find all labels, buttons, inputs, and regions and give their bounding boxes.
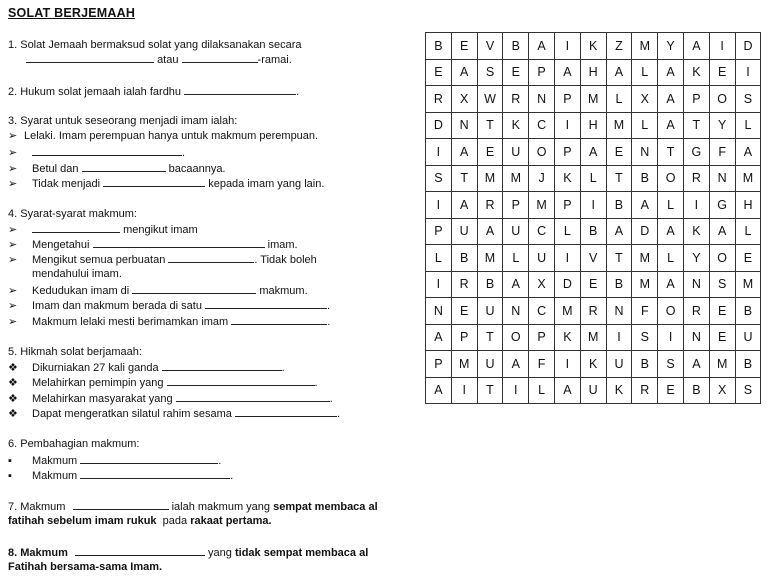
grid-cell[interactable]: U: [451, 218, 477, 245]
grid-cell[interactable]: P: [554, 192, 580, 219]
grid-cell[interactable]: S: [735, 86, 761, 113]
grid-cell[interactable]: A: [580, 139, 606, 166]
grid-cell[interactable]: N: [451, 112, 477, 139]
grid-cell[interactable]: E: [451, 33, 477, 60]
grid-cell[interactable]: X: [529, 271, 555, 298]
grid-cell[interactable]: M: [632, 271, 658, 298]
grid-cell[interactable]: M: [632, 33, 658, 60]
grid-cell[interactable]: M: [477, 165, 503, 192]
grid-cell[interactable]: A: [735, 139, 761, 166]
grid-cell[interactable]: P: [554, 139, 580, 166]
grid-cell[interactable]: A: [451, 192, 477, 219]
grid-cell[interactable]: G: [683, 139, 709, 166]
question-5-heading: 5. Hikmah solat berjamaah:: [8, 346, 142, 358]
grid-cell[interactable]: F: [529, 351, 555, 378]
grid-cell[interactable]: X: [709, 377, 735, 404]
grid-cell[interactable]: A: [451, 139, 477, 166]
grid-cell[interactable]: O: [503, 324, 529, 351]
grid-cell[interactable]: A: [451, 59, 477, 86]
grid-cell[interactable]: T: [658, 139, 684, 166]
question-1-line-1: 1. Solat Jemaah bermaksud solat yang dilaksanakan secara: [8, 39, 302, 51]
question-6-item-1: ▪ Makmum .: [8, 455, 222, 467]
diamond-bullet-icon: ❖: [8, 393, 18, 405]
question-4-item-2: ➢ Mengetahui imam.: [8, 239, 298, 251]
grid-cell[interactable]: K: [503, 112, 529, 139]
square-bullet-icon: ▪: [8, 470, 12, 482]
grid-cell[interactable]: X: [632, 86, 658, 113]
grid-cell[interactable]: B: [426, 33, 452, 60]
arrow-bullet-icon: ➢: [8, 224, 18, 236]
grid-cell[interactable]: T: [477, 324, 503, 351]
grid-cell[interactable]: R: [426, 86, 452, 113]
grid-cell[interactable]: A: [658, 59, 684, 86]
grid-row: [426, 139, 761, 166]
question-3-item-2: ➢ .: [8, 147, 186, 159]
question-8-line-2: Fatihah bersama-sama Imam.: [8, 561, 163, 573]
grid-cell[interactable]: L: [580, 165, 606, 192]
question-4-item-3-continued: mendahului imam.: [32, 268, 122, 280]
arrow-bullet-icon: ➢: [8, 178, 18, 190]
grid-cell[interactable]: I: [554, 351, 580, 378]
grid-cell[interactable]: K: [606, 377, 632, 404]
arrow-bullet-icon: ➢: [8, 130, 18, 142]
grid-cell[interactable]: Y: [709, 112, 735, 139]
grid-cell[interactable]: A: [529, 33, 555, 60]
grid-cell[interactable]: U: [503, 139, 529, 166]
grid-cell[interactable]: P: [529, 324, 555, 351]
grid-cell[interactable]: R: [451, 271, 477, 298]
grid-cell[interactable]: A: [477, 218, 503, 245]
grid-cell[interactable]: A: [426, 324, 452, 351]
grid-cell[interactable]: R: [503, 86, 529, 113]
grid-cell[interactable]: L: [632, 112, 658, 139]
answer-blank[interactable]: [205, 298, 327, 309]
grid-cell[interactable]: I: [709, 33, 735, 60]
grid-cell[interactable]: E: [709, 59, 735, 86]
answer-blank[interactable]: [32, 222, 120, 233]
arrow-bullet-icon: ➢: [8, 285, 18, 297]
grid-cell[interactable]: A: [658, 86, 684, 113]
diamond-bullet-icon: ❖: [8, 362, 18, 374]
question-3-item-3: ➢ Betul dan bacaannya.: [8, 163, 226, 175]
grid-cell[interactable]: I: [426, 271, 452, 298]
arrow-bullet-icon: ➢: [8, 163, 18, 175]
grid-cell[interactable]: A: [632, 192, 658, 219]
answer-blank[interactable]: [231, 314, 327, 325]
grid-cell[interactable]: P: [554, 86, 580, 113]
grid-cell[interactable]: A: [683, 33, 709, 60]
grid-cell[interactable]: C: [529, 218, 555, 245]
grid-cell[interactable]: L: [735, 218, 761, 245]
grid-cell[interactable]: M: [554, 298, 580, 325]
grid-row: [426, 298, 761, 325]
grid-cell[interactable]: E: [451, 298, 477, 325]
grid-cell[interactable]: N: [503, 298, 529, 325]
grid-cell[interactable]: I: [426, 139, 452, 166]
grid-cell[interactable]: S: [426, 165, 452, 192]
grid-cell[interactable]: B: [451, 245, 477, 272]
grid-row: [426, 245, 761, 272]
grid-row: [426, 324, 761, 351]
grid-cell[interactable]: G: [709, 192, 735, 219]
answer-blank[interactable]: [103, 176, 205, 187]
grid-cell[interactable]: V: [477, 33, 503, 60]
answer-blank[interactable]: [26, 52, 154, 63]
grid-cell[interactable]: M: [503, 165, 529, 192]
grid-cell[interactable]: B: [580, 218, 606, 245]
answer-blank[interactable]: [75, 545, 205, 556]
grid-cell[interactable]: M: [477, 245, 503, 272]
grid-row: [426, 33, 761, 60]
grid-cell[interactable]: R: [683, 298, 709, 325]
grid-cell[interactable]: I: [735, 59, 761, 86]
grid-cell[interactable]: H: [735, 192, 761, 219]
grid-cell[interactable]: B: [632, 351, 658, 378]
grid-cell[interactable]: L: [554, 218, 580, 245]
grid-cell[interactable]: S: [709, 271, 735, 298]
grid-cell[interactable]: N: [683, 271, 709, 298]
grid-cell[interactable]: A: [554, 59, 580, 86]
question-5-item-1: ❖ Dikurniakan 27 kali ganda .: [8, 362, 285, 374]
question-4-item-5: ➢ Imam dan makmum berada di satu .: [8, 300, 331, 312]
grid-cell[interactable]: M: [735, 165, 761, 192]
question-5-item-2: ❖ Melahirkan pemimpin yang .: [8, 377, 318, 389]
grid-cell[interactable]: L: [426, 245, 452, 272]
grid-cell[interactable]: K: [554, 324, 580, 351]
answer-blank[interactable]: [235, 406, 337, 417]
grid-cell[interactable]: M: [451, 351, 477, 378]
grid-cell[interactable]: U: [606, 351, 632, 378]
grid-cell[interactable]: B: [606, 271, 632, 298]
grid-cell[interactable]: E: [709, 298, 735, 325]
grid-cell[interactable]: U: [477, 298, 503, 325]
grid-cell[interactable]: L: [658, 192, 684, 219]
grid-cell[interactable]: T: [477, 112, 503, 139]
answer-blank[interactable]: [32, 145, 182, 156]
grid-cell[interactable]: L: [606, 86, 632, 113]
arrow-bullet-icon: ➢: [8, 316, 18, 328]
answer-blank[interactable]: [73, 499, 169, 510]
grid-cell[interactable]: E: [426, 59, 452, 86]
grid-cell[interactable]: N: [606, 298, 632, 325]
grid-cell[interactable]: U: [477, 351, 503, 378]
grid-cell[interactable]: E: [735, 245, 761, 272]
grid-cell[interactable]: A: [606, 218, 632, 245]
grid-cell[interactable]: A: [709, 218, 735, 245]
grid-cell[interactable]: I: [451, 377, 477, 404]
grid-cell[interactable]: T: [606, 165, 632, 192]
grid-cell[interactable]: H: [580, 112, 606, 139]
grid-cell[interactable]: I: [658, 324, 684, 351]
grid-cell[interactable]: T: [606, 245, 632, 272]
grid-cell[interactable]: D: [426, 112, 452, 139]
grid-cell[interactable]: A: [658, 271, 684, 298]
grid-cell[interactable]: A: [683, 351, 709, 378]
answer-blank[interactable]: [80, 453, 218, 464]
grid-cell[interactable]: L: [735, 112, 761, 139]
grid-row: [426, 86, 761, 113]
grid-cell[interactable]: M: [709, 351, 735, 378]
grid-cell[interactable]: A: [503, 351, 529, 378]
grid-cell[interactable]: B: [632, 165, 658, 192]
grid-cell[interactable]: O: [709, 245, 735, 272]
grid-cell[interactable]: I: [426, 192, 452, 219]
grid-cell[interactable]: I: [606, 324, 632, 351]
answer-blank[interactable]: [162, 360, 282, 371]
arrow-bullet-icon: ➢: [8, 300, 18, 312]
grid-cell[interactable]: X: [451, 86, 477, 113]
word-search-grid: [425, 32, 761, 404]
grid-cell[interactable]: A: [658, 218, 684, 245]
grid-cell[interactable]: A: [554, 377, 580, 404]
grid-cell[interactable]: B: [606, 192, 632, 219]
grid-cell[interactable]: U: [503, 218, 529, 245]
grid-cell[interactable]: S: [658, 351, 684, 378]
grid-cell[interactable]: B: [683, 377, 709, 404]
grid-cell[interactable]: M: [580, 324, 606, 351]
grid-cell[interactable]: E: [709, 324, 735, 351]
grid-cell[interactable]: C: [529, 298, 555, 325]
answer-blank[interactable]: [184, 84, 296, 95]
grid-row: [426, 112, 761, 139]
answer-blank[interactable]: [167, 375, 315, 386]
grid-cell[interactable]: B: [477, 271, 503, 298]
grid-cell[interactable]: E: [580, 271, 606, 298]
grid-cell[interactable]: D: [554, 271, 580, 298]
grid-cell[interactable]: M: [632, 245, 658, 272]
grid-cell[interactable]: I: [554, 245, 580, 272]
question-4-item-3: ➢ Mengikut semua perbuatan . Tidak boleh: [8, 254, 317, 266]
grid-cell[interactable]: K: [580, 351, 606, 378]
grid-cell[interactable]: D: [735, 33, 761, 60]
grid-cell[interactable]: H: [580, 59, 606, 86]
grid-cell[interactable]: T: [451, 165, 477, 192]
grid-cell[interactable]: O: [658, 298, 684, 325]
question-4-heading: 4. Syarat-syarat makmum:: [8, 208, 137, 220]
grid-cell[interactable]: B: [503, 33, 529, 60]
grid-cell[interactable]: L: [658, 245, 684, 272]
grid-row: [426, 59, 761, 86]
arrow-bullet-icon: ➢: [8, 254, 18, 266]
grid-cell[interactable]: I: [554, 33, 580, 60]
grid-cell[interactable]: O: [529, 139, 555, 166]
grid-cell[interactable]: E: [658, 377, 684, 404]
grid-cell[interactable]: M: [735, 271, 761, 298]
grid-cell[interactable]: B: [735, 351, 761, 378]
question-4-item-1: ➢ mengikut imam: [8, 224, 198, 236]
diamond-bullet-icon: ❖: [8, 377, 18, 389]
question-7-line-2: fatihah sebelum imam rukuk pada rakaat pertama.: [8, 515, 272, 527]
grid-cell[interactable]: M: [606, 112, 632, 139]
grid-cell[interactable]: A: [606, 59, 632, 86]
grid-cell[interactable]: P: [683, 86, 709, 113]
grid-cell[interactable]: B: [735, 298, 761, 325]
grid-cell[interactable]: I: [503, 377, 529, 404]
question-6-heading: 6. Pembahagian makmum:: [8, 438, 140, 450]
grid-row: [426, 165, 761, 192]
grid-cell[interactable]: P: [451, 324, 477, 351]
grid-cell[interactable]: A: [503, 271, 529, 298]
grid-row: [426, 351, 761, 378]
grid-cell[interactable]: O: [709, 86, 735, 113]
grid-cell[interactable]: W: [477, 86, 503, 113]
grid-cell[interactable]: F: [632, 298, 658, 325]
question-4-item-4: ➢ Kedudukan imam di makmum.: [8, 285, 308, 297]
grid-cell[interactable]: P: [426, 218, 452, 245]
grid-cell[interactable]: J: [529, 165, 555, 192]
grid-cell[interactable]: I: [580, 192, 606, 219]
grid-row: [426, 377, 761, 404]
grid-cell[interactable]: K: [554, 165, 580, 192]
question-1-line-2: atau -ramai.: [26, 52, 292, 67]
grid-cell[interactable]: T: [683, 112, 709, 139]
answer-blank[interactable]: [168, 252, 254, 263]
grid-cell[interactable]: M: [529, 192, 555, 219]
grid-cell[interactable]: U: [529, 245, 555, 272]
grid-cell[interactable]: Y: [683, 245, 709, 272]
grid-row: [426, 271, 761, 298]
grid-cell[interactable]: D: [632, 218, 658, 245]
answer-blank[interactable]: [176, 391, 330, 402]
grid-cell[interactable]: S: [735, 377, 761, 404]
grid-cell[interactable]: C: [529, 112, 555, 139]
answer-blank[interactable]: [93, 237, 265, 248]
grid-cell[interactable]: T: [477, 377, 503, 404]
question-7-line-1: 7. Makmum ialah makmum yang sempat membaca al: [8, 501, 378, 513]
question-8-line-1: 8. Makmum yang tidak sempat membaca al: [8, 547, 369, 559]
grid-cell[interactable]: S: [477, 59, 503, 86]
grid-cell[interactable]: M: [580, 86, 606, 113]
grid-cell[interactable]: N: [683, 324, 709, 351]
answer-blank[interactable]: [80, 468, 230, 479]
grid-cell[interactable]: R: [683, 165, 709, 192]
grid-cell[interactable]: Y: [658, 33, 684, 60]
grid-cell[interactable]: K: [683, 59, 709, 86]
grid-cell[interactable]: A: [658, 112, 684, 139]
grid-cell[interactable]: I: [683, 192, 709, 219]
grid-cell[interactable]: R: [580, 298, 606, 325]
grid-cell[interactable]: F: [709, 139, 735, 166]
grid-cell[interactable]: N: [529, 86, 555, 113]
grid-cell[interactable]: E: [606, 139, 632, 166]
question-4-item-6: ➢ Makmum lelaki mesti berimamkan imam .: [8, 316, 331, 328]
grid-cell[interactable]: L: [503, 245, 529, 272]
grid-cell[interactable]: R: [632, 377, 658, 404]
grid-cell[interactable]: N: [426, 298, 452, 325]
grid-cell[interactable]: N: [632, 139, 658, 166]
question-6-item-2: ▪ Makmum .: [8, 470, 234, 482]
grid-cell[interactable]: P: [529, 59, 555, 86]
question-3-item-1: ➢ Lelaki. Imam perempuan hanya untuk makmum perempuan.: [8, 130, 319, 142]
grid-cell[interactable]: E: [477, 139, 503, 166]
grid-cell[interactable]: I: [554, 112, 580, 139]
grid-cell[interactable]: V: [580, 245, 606, 272]
question-5-item-3: ❖ Melahirkan masyarakat yang .: [8, 393, 333, 405]
grid-cell[interactable]: L: [632, 59, 658, 86]
grid-cell[interactable]: K: [683, 218, 709, 245]
grid-cell[interactable]: S: [632, 324, 658, 351]
diamond-bullet-icon: ❖: [8, 408, 18, 420]
grid-cell[interactable]: E: [503, 59, 529, 86]
square-bullet-icon: ▪: [8, 455, 12, 467]
answer-blank[interactable]: [132, 283, 256, 294]
grid-cell[interactable]: R: [477, 192, 503, 219]
grid-cell[interactable]: K: [580, 33, 606, 60]
grid-cell[interactable]: A: [426, 377, 452, 404]
grid-cell[interactable]: L: [529, 377, 555, 404]
arrow-bullet-icon: ➢: [8, 147, 18, 159]
worksheet-title: SOLAT BERJEMAAH: [8, 6, 136, 20]
grid-row: [426, 192, 761, 219]
answer-blank[interactable]: [82, 161, 166, 172]
answer-blank[interactable]: [182, 52, 258, 63]
question-3-heading: 3. Syarat untuk seseorang menjadi imam ialah:: [8, 115, 238, 127]
grid-cell[interactable]: U: [735, 324, 761, 351]
question-2: 2. Hukum solat jemaah ialah fardhu .: [8, 86, 300, 98]
grid-cell[interactable]: U: [580, 377, 606, 404]
grid-cell[interactable]: Z: [606, 33, 632, 60]
grid-cell[interactable]: P: [503, 192, 529, 219]
arrow-bullet-icon: ➢: [8, 239, 18, 251]
question-5-item-4: ❖ Dapat mengeratkan silatul rahim sesama .: [8, 408, 341, 420]
grid-cell[interactable]: P: [426, 351, 452, 378]
grid-row: [426, 218, 761, 245]
grid-cell[interactable]: O: [658, 165, 684, 192]
question-3-item-4: ➢ Tidak menjadi kepada imam yang lain.: [8, 178, 325, 190]
grid-cell[interactable]: N: [709, 165, 735, 192]
